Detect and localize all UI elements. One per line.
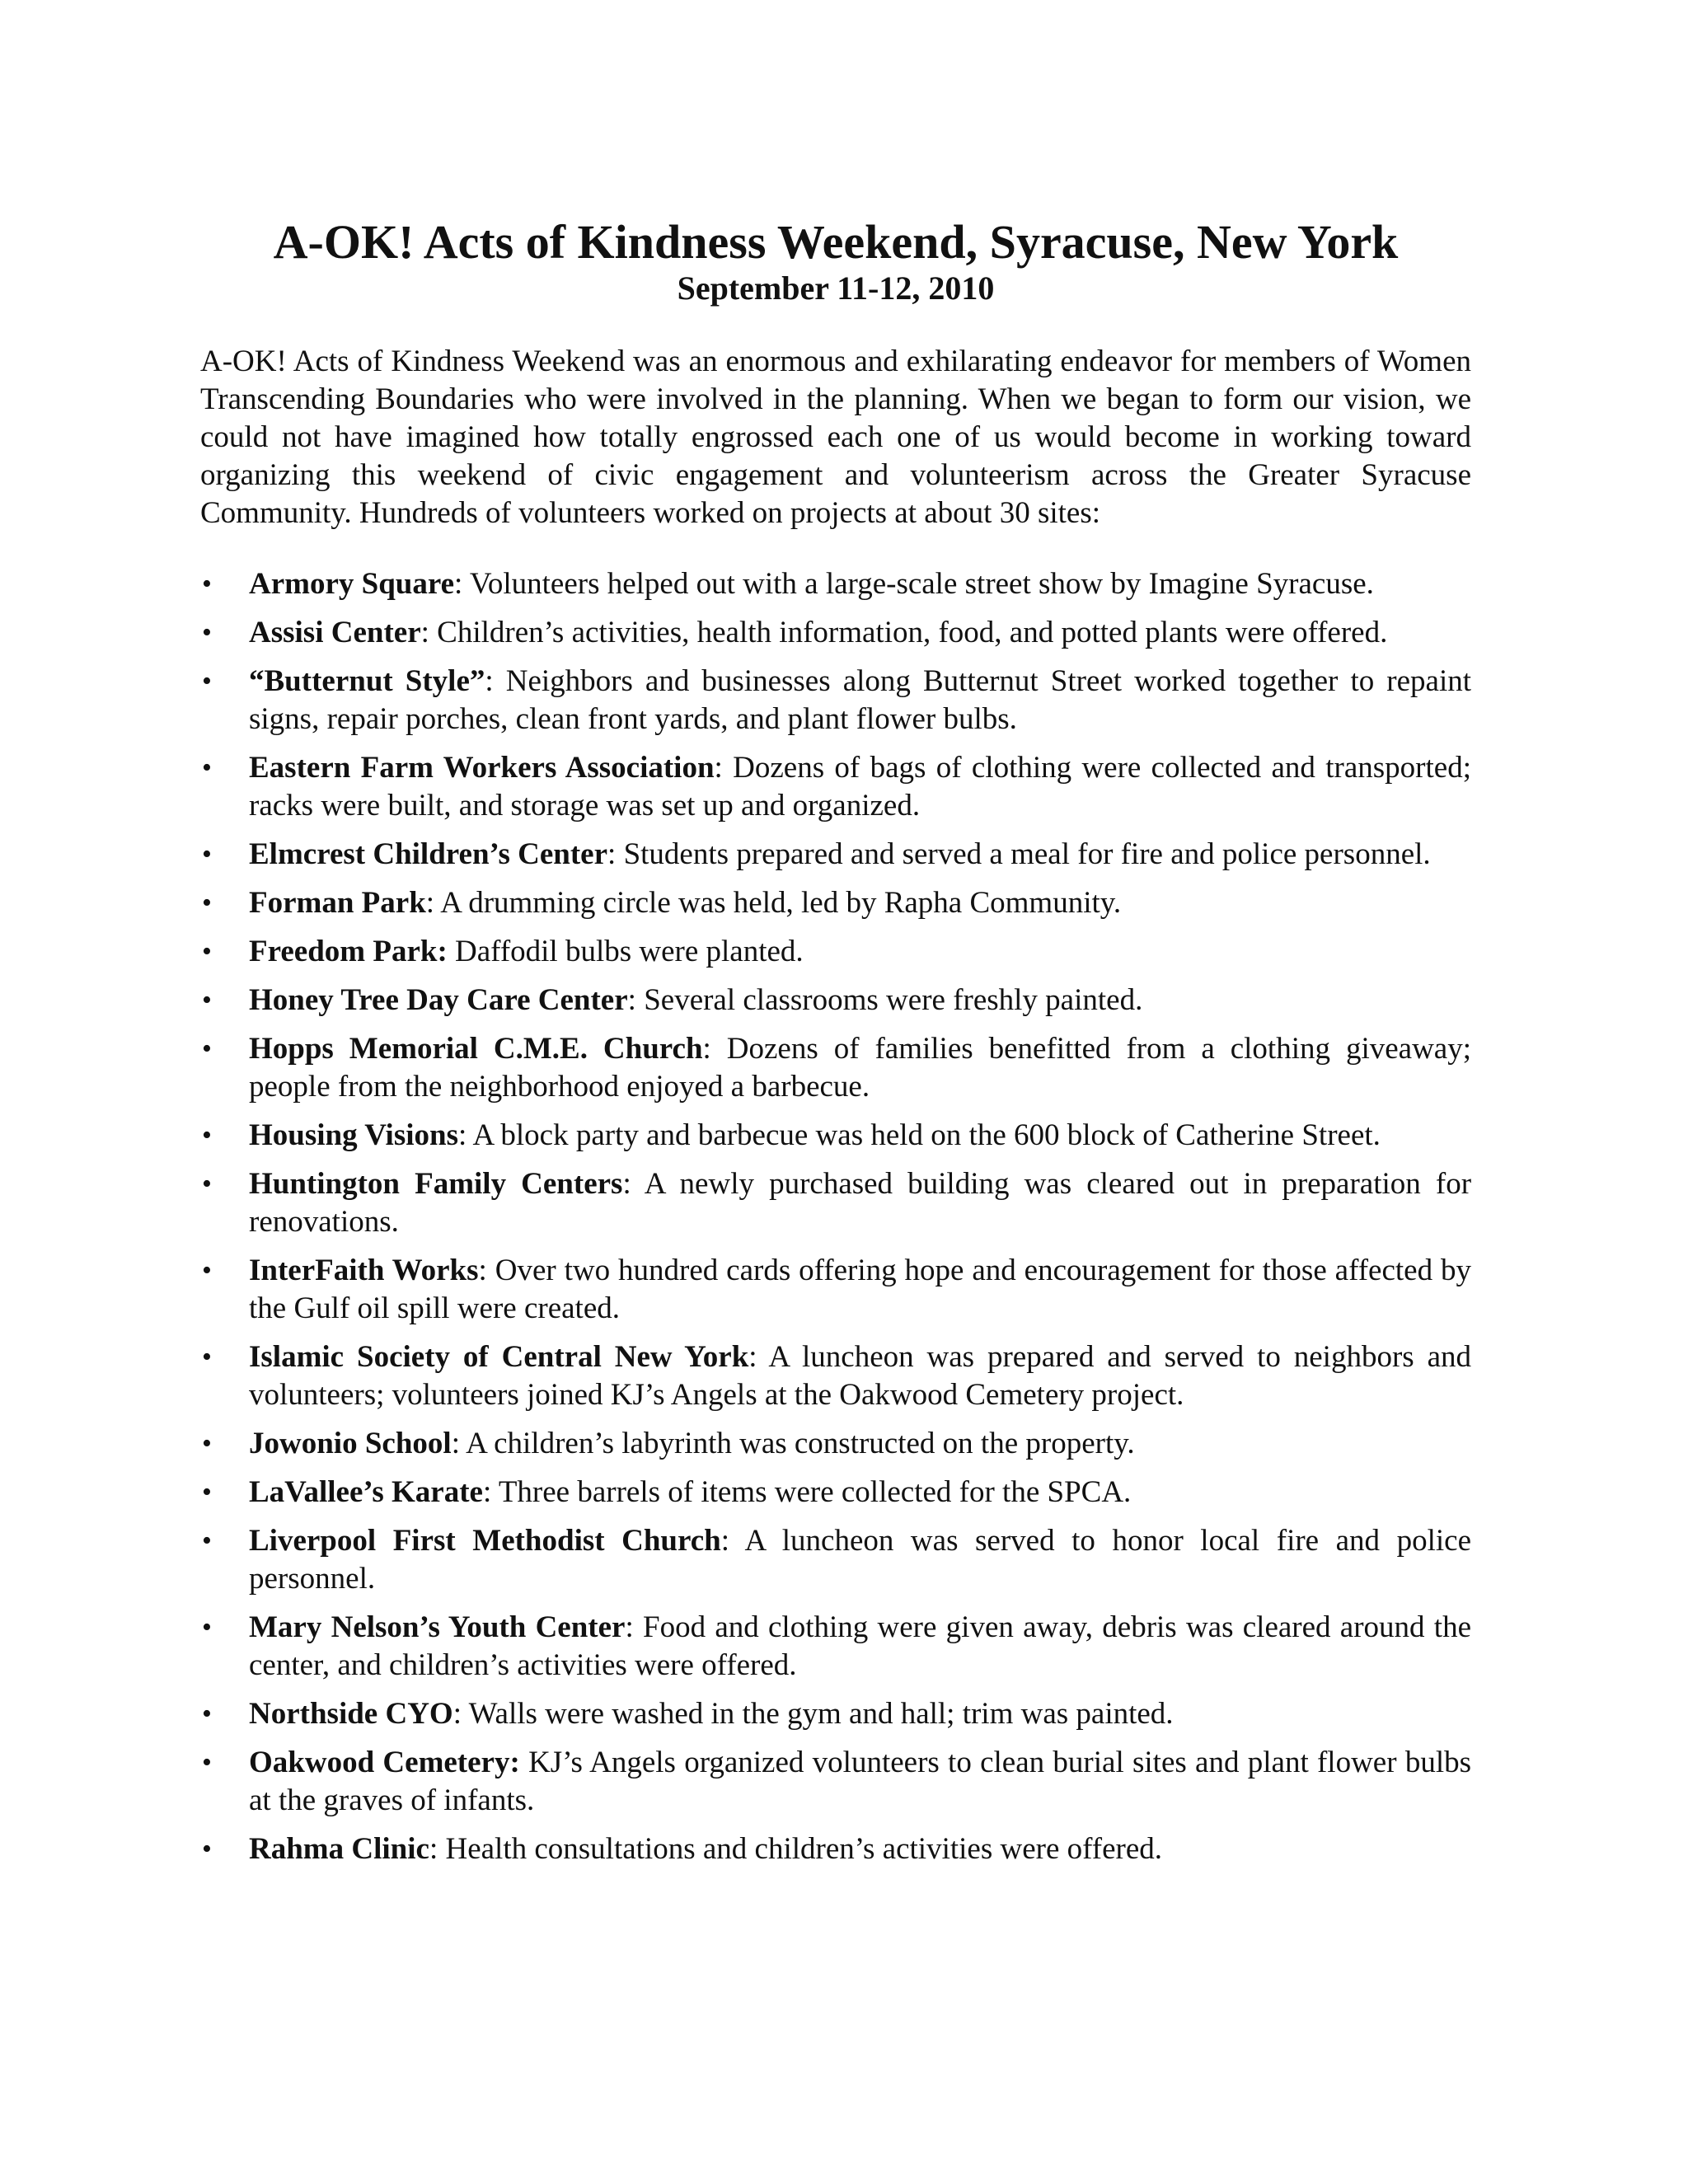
- bullet-icon: •: [202, 985, 212, 1015]
- bullet-icon: •: [202, 617, 212, 648]
- bullet-icon: •: [202, 1342, 212, 1372]
- site-name: Islamic Society of Central New York: [249, 1340, 749, 1374]
- bullet-icon: •: [202, 1477, 212, 1507]
- site-separator: :: [607, 837, 617, 871]
- site-description: A luncheon was prepared and served to neighbors and volunteers; volunteers joined KJ’s Angels at the Oakwood Cemetery project.: [249, 1340, 1471, 1412]
- site-description: Volunteers helped out with a large-scale street show by Imagine Syracuse.: [462, 567, 1374, 601]
- site-separator: :: [702, 1032, 711, 1066]
- site-separator: :: [478, 1254, 487, 1287]
- sites-list: [200, 565, 1471, 1868]
- bullet-icon: •: [202, 1120, 212, 1151]
- bullet-icon: •: [202, 1747, 212, 1778]
- bullet-icon: •: [202, 752, 212, 783]
- bullet-icon: •: [202, 839, 212, 869]
- site-name: InterFaith Works: [249, 1254, 479, 1287]
- site-description: Health consultations and children’s activities were offered.: [438, 1832, 1163, 1866]
- site-description: Walls were washed in the gym and hall; trim was painted.: [461, 1697, 1174, 1731]
- site-description: Several classrooms were freshly painted.: [635, 983, 1143, 1017]
- site-description: A newly purchased building was cleared out in preparation for renovations.: [249, 1167, 1472, 1239]
- site-description: Food and clothing were given away, debris was cleared around the center, and children’s activities were offered.: [249, 1610, 1471, 1682]
- site-item: [200, 749, 1471, 825]
- intro-paragraph: A-OK! Acts of Kindness Weekend was an enormous and exhilarating endeavor for members of Women Transcending Boundaries who were involved in the planning. When we began to form our vision, we could not have imagined how totally engrossed each one of us would become in working toward organizing this weekend of civic engagement and volunteerism across the Greater Syracuse Community. Hundreds of volunteers worked on projects at about 30 sites:: [200, 344, 1471, 530]
- site-separator: :: [625, 1610, 634, 1644]
- bullet-icon: •: [202, 1033, 212, 1064]
- site-name: Mary Nelson’s Youth Center: [249, 1610, 626, 1644]
- bullet-icon: •: [202, 888, 212, 918]
- site-name: Rahma Clinic: [249, 1832, 429, 1866]
- site-description: A drumming circle was held, led by Rapha Community.: [434, 886, 1122, 920]
- site-separator: :: [627, 983, 636, 1017]
- site-separator: :: [451, 1427, 460, 1460]
- site-separator: :: [425, 886, 435, 920]
- site-item: [200, 565, 1471, 603]
- bullet-icon: •: [202, 1526, 212, 1556]
- site-name: Elmcrest Children’s Center: [249, 837, 608, 871]
- site-description: A luncheon was served to honor local fire and police personnel.: [249, 1524, 1472, 1596]
- bullet-icon: •: [202, 1699, 212, 1729]
- site-description: Daffodil bulbs were planted.: [447, 935, 804, 968]
- site-item: [200, 1609, 1471, 1685]
- bullet-icon: •: [202, 1612, 212, 1643]
- bullet-icon: •: [202, 936, 212, 967]
- site-separator: :: [454, 567, 463, 601]
- site-separator: :: [482, 1475, 492, 1509]
- site-item: [200, 1474, 1471, 1511]
- bullet-icon: •: [202, 1255, 212, 1286]
- site-separator: :: [714, 751, 723, 785]
- site-description: Children’s activities, health information, food, and potted plants were offered.: [429, 616, 1388, 649]
- site-name: Jowonio School: [249, 1427, 452, 1460]
- site-item: [200, 1695, 1471, 1733]
- site-item: [200, 1252, 1471, 1328]
- site-item: [200, 1830, 1471, 1868]
- bullet-icon: •: [202, 1428, 212, 1459]
- site-separator: :: [485, 664, 494, 698]
- site-separator: :: [452, 1697, 462, 1731]
- site-separator: :: [720, 1524, 730, 1558]
- site-item: [200, 884, 1471, 922]
- site-description: Neighbors and businesses along Butternut Street worked together to repaint signs, repair porches, clean front yards, and plant flower bulbs.: [249, 664, 1472, 736]
- site-name: Liverpool First Methodist Church: [249, 1524, 721, 1558]
- site-description: A children’s labyrinth was constructed on the property.: [459, 1427, 1135, 1460]
- site-item: [200, 1522, 1471, 1598]
- site-name: Armory Square: [249, 567, 455, 601]
- site-item: [200, 1117, 1471, 1155]
- site-name: Assisi Center: [249, 616, 421, 649]
- site-item: [200, 1165, 1471, 1241]
- bullet-icon: •: [202, 1169, 212, 1199]
- site-separator: :: [622, 1167, 631, 1201]
- site-description: Over two hundred cards offering hope and encouragement for those affected by the Gulf oil spill were created.: [249, 1254, 1471, 1325]
- document-subtitle: September 11-12, 2010: [677, 269, 995, 307]
- site-name: Hopps Memorial C.M.E. Church: [249, 1032, 703, 1066]
- site-item: [200, 933, 1471, 971]
- site-separator: :: [748, 1340, 757, 1374]
- site-item: [200, 836, 1471, 874]
- site-separator: :: [429, 1832, 438, 1866]
- site-name: Northside CYO: [249, 1697, 453, 1731]
- site-description: Three barrels of items were collected for the SPCA.: [491, 1475, 1132, 1509]
- site-name: Huntington Family Centers: [249, 1167, 623, 1201]
- site-item: [200, 982, 1471, 1019]
- document-page: [200, 216, 1471, 1879]
- site-item: [200, 1744, 1471, 1820]
- bullet-icon: •: [202, 569, 212, 599]
- site-description: Dozens of bags of clothing were collected and transported; racks were built, and storage was set up and organized.: [249, 751, 1471, 823]
- site-description: KJ’s Angels organized volunteers to clean burial sites and plant flower bulbs at the graves of infants.: [249, 1746, 1472, 1817]
- site-description: Students prepared and served a meal for fire and police personnel.: [616, 837, 1431, 871]
- site-name: Oakwood Cemetery:: [249, 1746, 520, 1779]
- site-description: Dozens of families benefitted from a clothing giveaway; people from the neighborhood enjoyed a barbecue.: [249, 1032, 1471, 1104]
- site-description: A block party and barbecue was held on the 600 block of Catherine Street.: [467, 1118, 1381, 1152]
- site-item: [200, 1030, 1471, 1106]
- site-name: Eastern Farm Workers Association: [249, 751, 715, 785]
- site-item: [200, 663, 1471, 738]
- site-item: [200, 614, 1471, 652]
- site-name: Honey Tree Day Care Center: [249, 983, 628, 1017]
- site-name: LaVallee’s Karate: [249, 1475, 483, 1509]
- bullet-icon: •: [202, 1834, 212, 1864]
- site-name: “Butternut Style”: [249, 664, 485, 698]
- site-name: Freedom Park:: [249, 935, 448, 968]
- site-separator: :: [420, 616, 429, 649]
- bullet-icon: •: [202, 666, 212, 696]
- document-title: A-OK! Acts of Kindness Weekend, Syracuse, New York: [273, 215, 1399, 269]
- site-name: Housing Visions: [249, 1118, 458, 1152]
- site-name: Forman Park: [249, 886, 426, 920]
- site-item: [200, 1338, 1471, 1414]
- site-separator: :: [457, 1118, 467, 1152]
- site-item: [200, 1425, 1471, 1463]
